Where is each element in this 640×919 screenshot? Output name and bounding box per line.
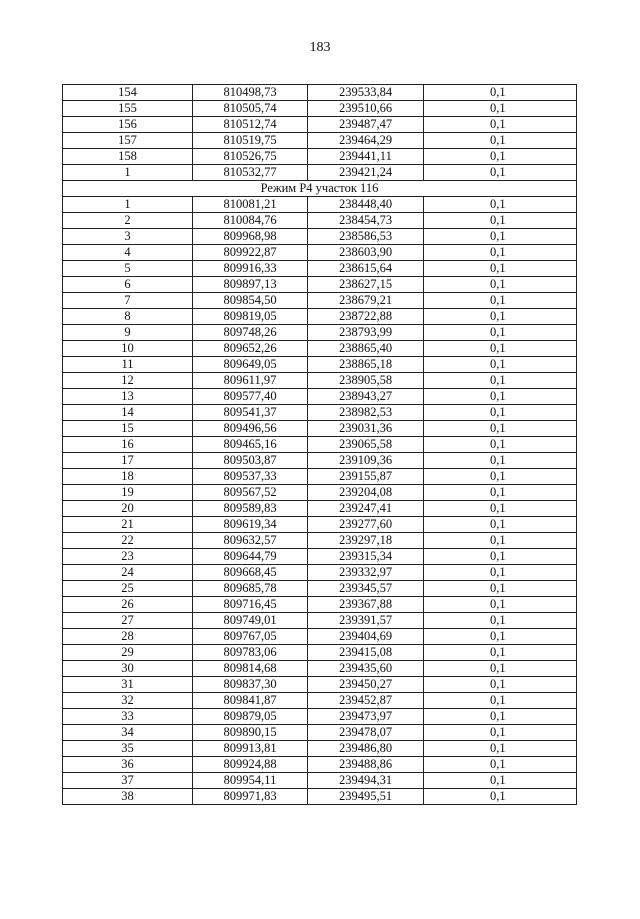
- accuracy-cell: 0,1: [424, 357, 577, 373]
- x-coordinate-cell: 809922,87: [193, 245, 308, 261]
- accuracy-cell: 0,1: [424, 597, 577, 613]
- x-coordinate-cell: 809541,37: [193, 405, 308, 421]
- y-coordinate-cell: 239510,66: [308, 101, 424, 117]
- accuracy-cell: 0,1: [424, 645, 577, 661]
- x-coordinate-cell: 809577,40: [193, 389, 308, 405]
- y-coordinate-cell: 238448,40: [308, 197, 424, 213]
- point-number-cell: 1: [63, 165, 193, 181]
- accuracy-cell: 0,1: [424, 133, 577, 149]
- x-coordinate-cell: 809589,83: [193, 501, 308, 517]
- accuracy-cell: 0,1: [424, 565, 577, 581]
- point-number-cell: 157: [63, 133, 193, 149]
- y-coordinate-cell: 239421,24: [308, 165, 424, 181]
- x-coordinate-cell: 809465,16: [193, 437, 308, 453]
- x-coordinate-cell: 809767,05: [193, 629, 308, 645]
- accuracy-cell: 0,1: [424, 789, 577, 805]
- accuracy-cell: 0,1: [424, 437, 577, 453]
- table-row: [63, 693, 577, 709]
- point-number-cell: 23: [63, 549, 193, 565]
- point-number-cell: 30: [63, 661, 193, 677]
- table-row: [63, 277, 577, 293]
- table-row: [63, 741, 577, 757]
- y-coordinate-cell: 238615,64: [308, 261, 424, 277]
- point-number-cell: 37: [63, 773, 193, 789]
- point-number-cell: 8: [63, 309, 193, 325]
- table-row: [63, 341, 577, 357]
- y-coordinate-cell: 238627,15: [308, 277, 424, 293]
- y-coordinate-cell: 239435,60: [308, 661, 424, 677]
- accuracy-cell: 0,1: [424, 293, 577, 309]
- x-coordinate-cell: 809783,06: [193, 645, 308, 661]
- table-row: [63, 677, 577, 693]
- accuracy-cell: 0,1: [424, 197, 577, 213]
- x-coordinate-cell: 809897,13: [193, 277, 308, 293]
- x-coordinate-cell: 809913,81: [193, 741, 308, 757]
- x-coordinate-cell: 810505,74: [193, 101, 308, 117]
- point-number-cell: 25: [63, 581, 193, 597]
- y-coordinate-cell: 239204,08: [308, 485, 424, 501]
- point-number-cell: 158: [63, 149, 193, 165]
- point-number-cell: 12: [63, 373, 193, 389]
- y-coordinate-cell: 239315,34: [308, 549, 424, 565]
- table-row: [63, 309, 577, 325]
- accuracy-cell: 0,1: [424, 469, 577, 485]
- accuracy-cell: 0,1: [424, 85, 577, 101]
- x-coordinate-cell: 809652,26: [193, 341, 308, 357]
- x-coordinate-cell: 809537,33: [193, 469, 308, 485]
- accuracy-cell: 0,1: [424, 533, 577, 549]
- point-number-cell: 22: [63, 533, 193, 549]
- table-row: [63, 261, 577, 277]
- accuracy-cell: 0,1: [424, 485, 577, 501]
- y-coordinate-cell: 239488,86: [308, 757, 424, 773]
- accuracy-cell: 0,1: [424, 549, 577, 565]
- table-row: [63, 645, 577, 661]
- x-coordinate-cell: 809954,11: [193, 773, 308, 789]
- x-coordinate-cell: 809496,56: [193, 421, 308, 437]
- point-number-cell: 21: [63, 517, 193, 533]
- y-coordinate-cell: 239345,57: [308, 581, 424, 597]
- table-row: [63, 709, 577, 725]
- table-row: [63, 133, 577, 149]
- point-number-cell: 18: [63, 469, 193, 485]
- x-coordinate-cell: 809632,57: [193, 533, 308, 549]
- point-number-cell: 14: [63, 405, 193, 421]
- y-coordinate-cell: 238603,90: [308, 245, 424, 261]
- y-coordinate-cell: 238865,40: [308, 341, 424, 357]
- accuracy-cell: 0,1: [424, 773, 577, 789]
- accuracy-cell: 0,1: [424, 245, 577, 261]
- point-number-cell: 35: [63, 741, 193, 757]
- y-coordinate-cell: 238586,53: [308, 229, 424, 245]
- accuracy-cell: 0,1: [424, 629, 577, 645]
- point-number-cell: 38: [63, 789, 193, 805]
- accuracy-cell: 0,1: [424, 341, 577, 357]
- table-row: [63, 757, 577, 773]
- accuracy-cell: 0,1: [424, 677, 577, 693]
- x-coordinate-cell: 809841,87: [193, 693, 308, 709]
- accuracy-cell: 0,1: [424, 405, 577, 421]
- x-coordinate-cell: 809924,88: [193, 757, 308, 773]
- x-coordinate-cell: 810084,76: [193, 213, 308, 229]
- y-coordinate-cell: 238905,58: [308, 373, 424, 389]
- y-coordinate-cell: 239415,08: [308, 645, 424, 661]
- x-coordinate-cell: 809879,05: [193, 709, 308, 725]
- table-row: [63, 581, 577, 597]
- accuracy-cell: 0,1: [424, 421, 577, 437]
- accuracy-cell: 0,1: [424, 373, 577, 389]
- accuracy-cell: 0,1: [424, 389, 577, 405]
- y-coordinate-cell: 239109,36: [308, 453, 424, 469]
- table-row: [63, 213, 577, 229]
- table-row: [63, 453, 577, 469]
- point-number-cell: 29: [63, 645, 193, 661]
- y-coordinate-cell: 239332,97: [308, 565, 424, 581]
- x-coordinate-cell: 809619,34: [193, 517, 308, 533]
- point-number-cell: 11: [63, 357, 193, 373]
- x-coordinate-cell: 809749,01: [193, 613, 308, 629]
- point-number-cell: 15: [63, 421, 193, 437]
- x-coordinate-cell: 810081,21: [193, 197, 308, 213]
- table-row: [63, 773, 577, 789]
- table-row: [63, 293, 577, 309]
- coordinates-table: [62, 84, 577, 805]
- y-coordinate-cell: 239450,27: [308, 677, 424, 693]
- accuracy-cell: 0,1: [424, 309, 577, 325]
- table-row: [63, 501, 577, 517]
- point-number-cell: 13: [63, 389, 193, 405]
- accuracy-cell: 0,1: [424, 709, 577, 725]
- point-number-cell: 5: [63, 261, 193, 277]
- point-number-cell: 36: [63, 757, 193, 773]
- y-coordinate-cell: 238679,21: [308, 293, 424, 309]
- x-coordinate-cell: 810532,77: [193, 165, 308, 181]
- table-row: [63, 117, 577, 133]
- table-row: [63, 469, 577, 485]
- x-coordinate-cell: 809716,45: [193, 597, 308, 613]
- point-number-cell: 17: [63, 453, 193, 469]
- y-coordinate-cell: 239155,87: [308, 469, 424, 485]
- point-number-cell: 6: [63, 277, 193, 293]
- x-coordinate-cell: 810512,74: [193, 117, 308, 133]
- point-number-cell: 34: [63, 725, 193, 741]
- point-number-cell: 33: [63, 709, 193, 725]
- y-coordinate-cell: 238454,73: [308, 213, 424, 229]
- table-row: [63, 565, 577, 581]
- y-coordinate-cell: 239533,84: [308, 85, 424, 101]
- accuracy-cell: 0,1: [424, 325, 577, 341]
- point-number-cell: 24: [63, 565, 193, 581]
- point-number-cell: 9: [63, 325, 193, 341]
- point-number-cell: 32: [63, 693, 193, 709]
- point-number-cell: 3: [63, 229, 193, 245]
- table-row: [63, 229, 577, 245]
- point-number-cell: 27: [63, 613, 193, 629]
- y-coordinate-cell: 239297,18: [308, 533, 424, 549]
- accuracy-cell: 0,1: [424, 149, 577, 165]
- y-coordinate-cell: 239441,11: [308, 149, 424, 165]
- accuracy-cell: 0,1: [424, 757, 577, 773]
- accuracy-cell: 0,1: [424, 581, 577, 597]
- y-coordinate-cell: 239367,88: [308, 597, 424, 613]
- y-coordinate-cell: 239495,51: [308, 789, 424, 805]
- table-row: [63, 325, 577, 341]
- table-row: [63, 357, 577, 373]
- accuracy-cell: 0,1: [424, 213, 577, 229]
- page-number: 183: [309, 40, 331, 55]
- table-row: [63, 437, 577, 453]
- accuracy-cell: 0,1: [424, 725, 577, 741]
- table-row: [63, 549, 577, 565]
- x-coordinate-cell: 809814,68: [193, 661, 308, 677]
- x-coordinate-cell: 809971,83: [193, 789, 308, 805]
- point-number-cell: 16: [63, 437, 193, 453]
- y-coordinate-cell: 239391,57: [308, 613, 424, 629]
- table-row: [63, 373, 577, 389]
- accuracy-cell: 0,1: [424, 261, 577, 277]
- y-coordinate-cell: 239404,69: [308, 629, 424, 645]
- x-coordinate-cell: 810519,75: [193, 133, 308, 149]
- point-number-cell: 26: [63, 597, 193, 613]
- accuracy-cell: 0,1: [424, 229, 577, 245]
- y-coordinate-cell: 239065,58: [308, 437, 424, 453]
- y-coordinate-cell: 238865,18: [308, 357, 424, 373]
- point-number-cell: 4: [63, 245, 193, 261]
- point-number-cell: 28: [63, 629, 193, 645]
- x-coordinate-cell: 809854,50: [193, 293, 308, 309]
- table-row: [63, 789, 577, 805]
- point-number-cell: 2: [63, 213, 193, 229]
- accuracy-cell: 0,1: [424, 277, 577, 293]
- y-coordinate-cell: 239478,07: [308, 725, 424, 741]
- y-coordinate-cell: 238722,88: [308, 309, 424, 325]
- y-coordinate-cell: 238943,27: [308, 389, 424, 405]
- accuracy-cell: 0,1: [424, 741, 577, 757]
- accuracy-cell: 0,1: [424, 165, 577, 181]
- table-row: [63, 85, 577, 101]
- point-number-cell: 156: [63, 117, 193, 133]
- section-row: [63, 181, 577, 197]
- x-coordinate-cell: 809649,05: [193, 357, 308, 373]
- y-coordinate-cell: 239473,97: [308, 709, 424, 725]
- table-row: [63, 485, 577, 501]
- x-coordinate-cell: 809644,79: [193, 549, 308, 565]
- y-coordinate-cell: 239486,80: [308, 741, 424, 757]
- table-row: [63, 629, 577, 645]
- x-coordinate-cell: 809916,33: [193, 261, 308, 277]
- x-coordinate-cell: 810498,73: [193, 85, 308, 101]
- y-coordinate-cell: 239247,41: [308, 501, 424, 517]
- x-coordinate-cell: 809611,97: [193, 373, 308, 389]
- table-row: [63, 197, 577, 213]
- x-coordinate-cell: 810526,75: [193, 149, 308, 165]
- point-number-cell: 7: [63, 293, 193, 309]
- y-coordinate-cell: 239487,47: [308, 117, 424, 133]
- y-coordinate-cell: 238982,53: [308, 405, 424, 421]
- point-number-cell: 20: [63, 501, 193, 517]
- x-coordinate-cell: 809968,98: [193, 229, 308, 245]
- point-number-cell: 154: [63, 85, 193, 101]
- table-row: [63, 405, 577, 421]
- accuracy-cell: 0,1: [424, 101, 577, 117]
- accuracy-cell: 0,1: [424, 693, 577, 709]
- accuracy-cell: 0,1: [424, 453, 577, 469]
- x-coordinate-cell: 809837,30: [193, 677, 308, 693]
- coordinates-table-body: [63, 85, 577, 805]
- y-coordinate-cell: 239277,60: [308, 517, 424, 533]
- accuracy-cell: 0,1: [424, 661, 577, 677]
- table-row: [63, 165, 577, 181]
- y-coordinate-cell: 239494,31: [308, 773, 424, 789]
- table-row: [63, 149, 577, 165]
- table-row: [63, 661, 577, 677]
- accuracy-cell: 0,1: [424, 613, 577, 629]
- y-coordinate-cell: 239031,36: [308, 421, 424, 437]
- point-number-cell: 31: [63, 677, 193, 693]
- point-number-cell: 19: [63, 485, 193, 501]
- table-row: [63, 533, 577, 549]
- section-title: Режим Р4 участок 116: [63, 181, 577, 197]
- table-row: [63, 725, 577, 741]
- x-coordinate-cell: 809890,15: [193, 725, 308, 741]
- table-row: [63, 597, 577, 613]
- x-coordinate-cell: 809748,26: [193, 325, 308, 341]
- point-number-cell: 10: [63, 341, 193, 357]
- point-number-cell: 155: [63, 101, 193, 117]
- accuracy-cell: 0,1: [424, 117, 577, 133]
- x-coordinate-cell: 809819,05: [193, 309, 308, 325]
- accuracy-cell: 0,1: [424, 517, 577, 533]
- table-row: [63, 245, 577, 261]
- accuracy-cell: 0,1: [424, 501, 577, 517]
- x-coordinate-cell: 809685,78: [193, 581, 308, 597]
- point-number-cell: 1: [63, 197, 193, 213]
- table-row: [63, 101, 577, 117]
- x-coordinate-cell: 809567,52: [193, 485, 308, 501]
- table-row: [63, 517, 577, 533]
- table-row: [63, 421, 577, 437]
- table-row: [63, 613, 577, 629]
- table-row: [63, 389, 577, 405]
- x-coordinate-cell: 809503,87: [193, 453, 308, 469]
- y-coordinate-cell: 239464,29: [308, 133, 424, 149]
- x-coordinate-cell: 809668,45: [193, 565, 308, 581]
- y-coordinate-cell: 239452,87: [308, 693, 424, 709]
- y-coordinate-cell: 238793,99: [308, 325, 424, 341]
